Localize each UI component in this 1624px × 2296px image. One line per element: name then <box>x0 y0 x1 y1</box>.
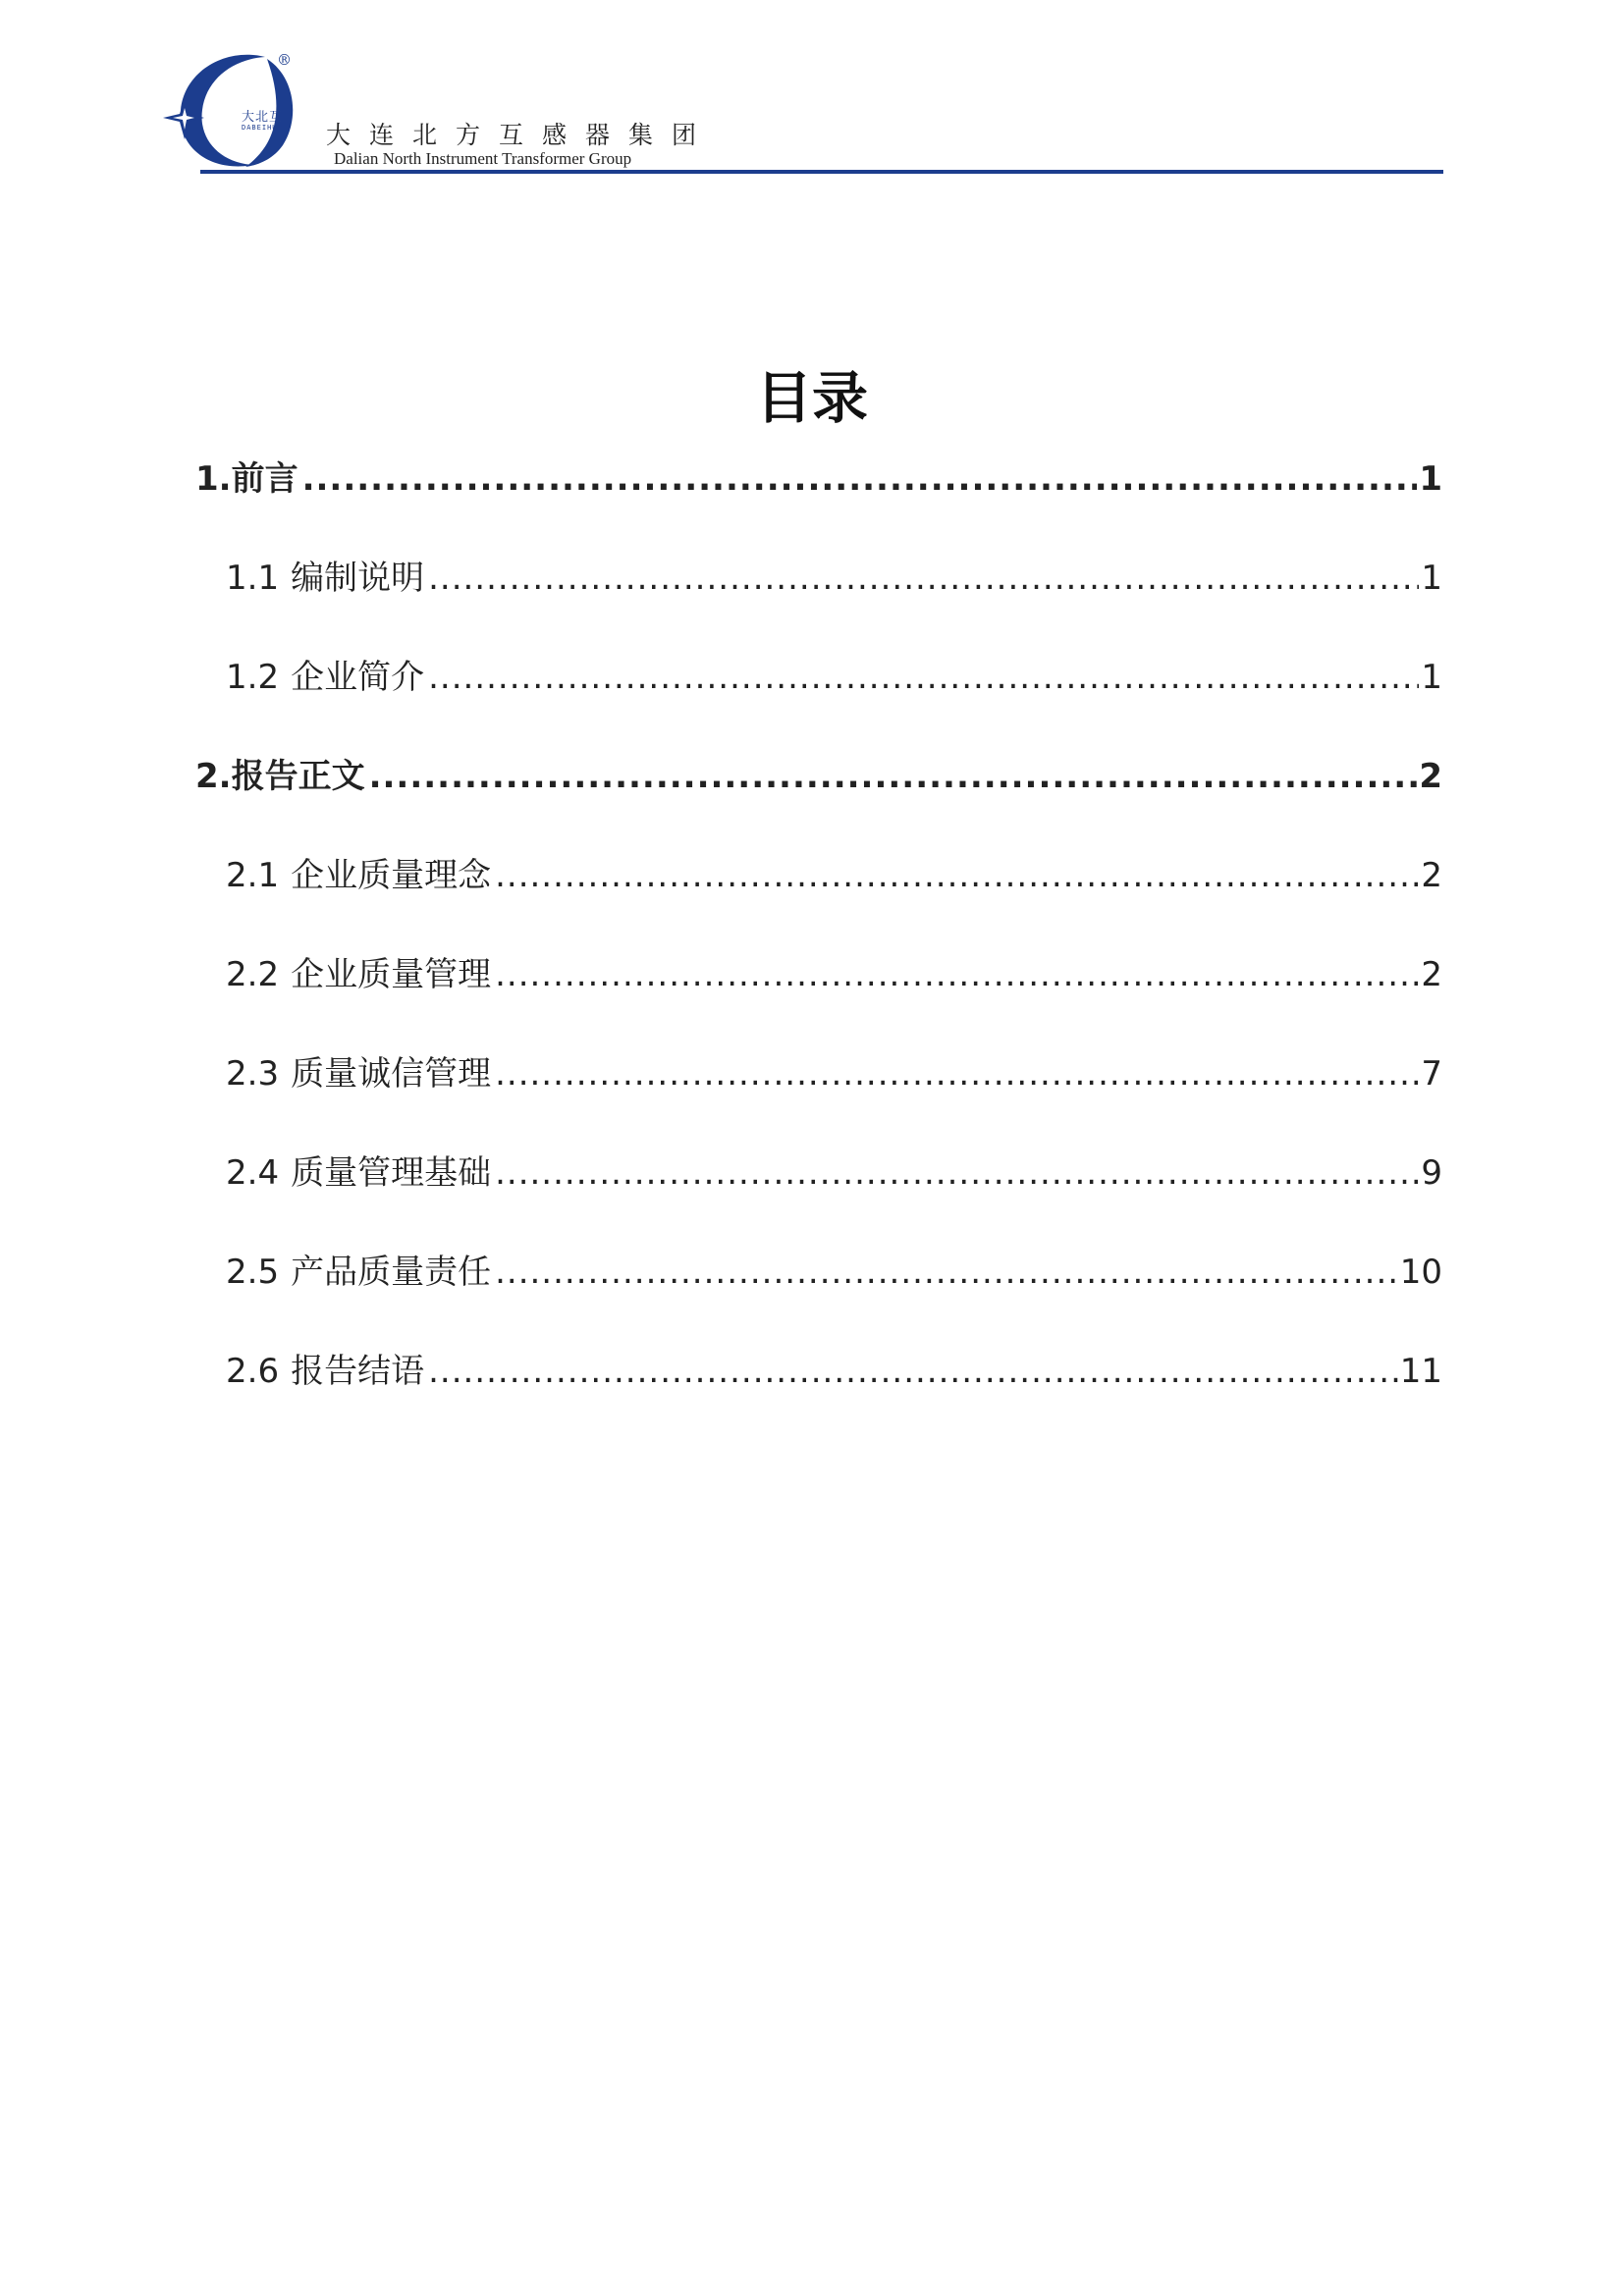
toc-entry-title: 前言 <box>231 459 298 499</box>
toc-dot-leader <box>428 559 1419 598</box>
page-header <box>157 49 1443 177</box>
toc-entry-page: 1 <box>1419 459 1442 499</box>
toc-entry-2[interactable] <box>195 749 1442 798</box>
toc-entry-2-5[interactable] <box>226 1245 1442 1294</box>
toc-entry-page: 2 <box>1421 856 1442 895</box>
toc-dot-leader <box>428 1352 1398 1391</box>
toc-entry-number: 2.6 <box>226 1352 280 1391</box>
toc-entry-number: 2.4 <box>226 1153 280 1193</box>
toc-dot-leader <box>428 658 1419 697</box>
toc-entry-1[interactable] <box>195 452 1442 501</box>
company-name-en: Dalian North Instrument Transformer Group <box>334 149 632 168</box>
logo-text-en: DABEIHU <box>242 124 278 132</box>
toc-entry-page: 11 <box>1399 1352 1442 1391</box>
toc-entry-number: 1.2 <box>226 658 280 697</box>
toc-entry-page: 2 <box>1419 757 1442 796</box>
toc-entry-2-3[interactable] <box>226 1046 1442 1095</box>
registered-mark: ® <box>277 51 292 69</box>
toc-dot-leader <box>302 459 1418 499</box>
toc-entry-1-2[interactable] <box>226 650 1442 699</box>
header-divider <box>200 170 1443 174</box>
toc-dot-leader <box>495 955 1419 994</box>
toc-dot-leader <box>495 1054 1419 1094</box>
toc-dot-leader <box>369 757 1418 796</box>
toc-dot-leader <box>495 1153 1419 1193</box>
toc-entry-title: 企业质量管理 <box>291 955 492 994</box>
toc-entry-2-2[interactable] <box>226 947 1442 996</box>
toc-entry-1-1[interactable] <box>226 551 1442 600</box>
toc-entry-title: 报告结语 <box>291 1352 425 1391</box>
toc-entry-title: 编制说明 <box>291 559 425 598</box>
toc-dot-leader <box>495 1253 1398 1292</box>
toc-entry-page: 1 <box>1421 559 1442 598</box>
toc-entry-page: 10 <box>1399 1253 1442 1292</box>
page-title: 目录 <box>756 366 868 431</box>
toc-entry-page: 7 <box>1421 1054 1442 1094</box>
company-name-cn: 大连北方互感器集团 <box>326 121 716 149</box>
toc-entry-page: 2 <box>1421 955 1442 994</box>
toc-entry-number: 2.5 <box>226 1253 280 1292</box>
toc-entry-title: 质量诚信管理 <box>291 1054 492 1094</box>
toc-entry-title: 企业简介 <box>291 658 425 697</box>
toc-entry-number: 1.1 <box>226 559 280 598</box>
toc-entry-title: 报告正文 <box>231 757 365 796</box>
toc-entry-title: 企业质量理念 <box>291 856 492 895</box>
toc-entry-2-6[interactable] <box>226 1344 1442 1393</box>
toc-entry-title: 质量管理基础 <box>291 1153 492 1193</box>
toc-entry-page: 9 <box>1421 1153 1442 1193</box>
toc-entry-number: 2. <box>195 757 232 796</box>
logo-text-cn: 大北互 <box>242 110 284 125</box>
toc-entry-number: 2.1 <box>226 856 280 895</box>
toc-dot-leader <box>495 856 1419 895</box>
toc-entry-2-4[interactable] <box>226 1146 1442 1195</box>
toc-entry-2-1[interactable] <box>226 848 1442 897</box>
toc-entry-number: 2.3 <box>226 1054 280 1094</box>
toc-entry-number: 1. <box>195 459 232 499</box>
toc-entry-number: 2.2 <box>226 955 280 994</box>
toc-entry-page: 1 <box>1421 658 1442 697</box>
toc-entry-title: 产品质量责任 <box>291 1253 492 1292</box>
